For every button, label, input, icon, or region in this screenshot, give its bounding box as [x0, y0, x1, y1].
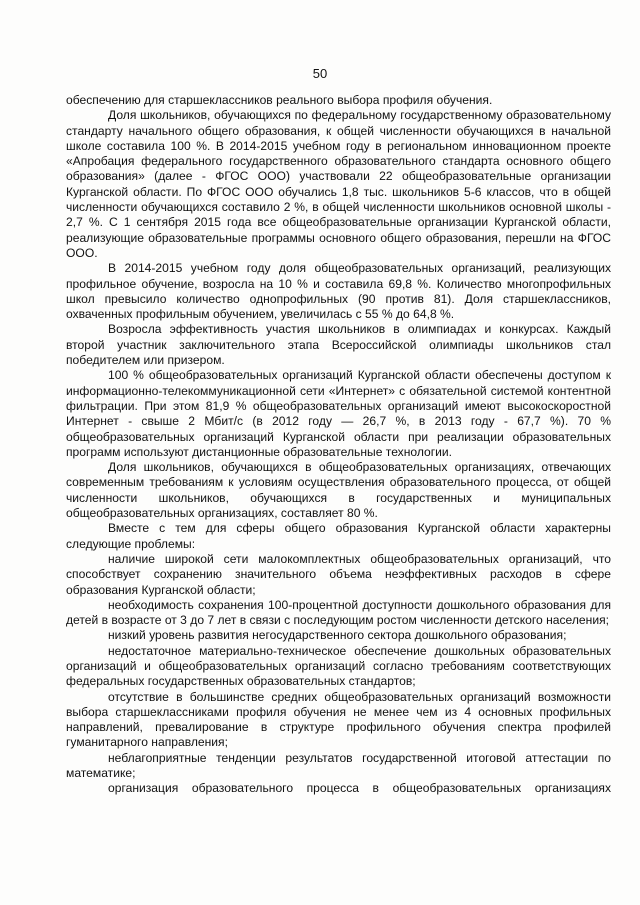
paragraph: В 2014-2015 учебном году доля общеобразовательных организаций, реализующих профильное обучение, возросла на 10 % и составила 69,8 %. Количество многопрофильных школ превысило количество однопрофильных (90 против 81). Доля старшеклассников, охваченных профильным обучением, увеличилась с 55 % до 64,8 %. — [66, 261, 611, 322]
paragraph: неблагоприятные тенденции результатов государственной итоговой аттестации по математике; — [66, 750, 611, 781]
paragraph: Возросла эффективность участия школьников в олимпиадах и конкурсах. Каждый второй участник заключительного этапа Всероссийской олимпиады школьников стал победителем или призером. — [66, 322, 611, 368]
paragraph: Доля школьников, обучающихся по федеральному государственному образовательному стандарту начального общего образования, к общей численности обучающихся в начальной школе составила 100 %. В 2014-2015 учебном году в региональном инновационном проекте «Апробация федерального государственного образовательного стандарта основного общего образования» (далее - ФГОС ООО) участвовали 22 общеобразовательные организации Курганской области. По ФГОС ООО обучались 1,8 тыс. школьников 5-6 классов, что в общей численности обучающихся составило 2 %, в общей численности школьников основной школы - 2,7 %. С 1 сентября 2015 года все общеобразовательные организации Курганской области, реализующие образовательные программы основного общего образования, перешли на ФГОС ООО. — [66, 108, 611, 260]
paragraph: 100 % общеобразовательных организаций Курганской области обеспечены доступом к информационно-телекоммуникационной сети «Интернет» с обязательной системой контентной фильтрации. При этом 81,9 % общеобразовательных организаций имеют высокоскоростной Интернет - свыше 2 Мбит/с (в 2012 году — 26,7 %, в 2013 году - 67,7 %). 70 % общеобразовательных организаций Курганской области при реализации образовательных программ используют дистанционные образовательные технологии. — [66, 368, 611, 459]
paragraph: низкий уровень развития негосударственного сектора дошкольного образования; — [108, 628, 567, 643]
paragraph: недостаточное материально-техническое обеспечение дошкольных образовательных организаций и общеобразовательных организаций согласно требованиям соответствующих федеральных государственных образовательных стандартов; — [66, 643, 611, 689]
paragraph: обеспечению для старшеклассников реального выбора профиля обучения. — [66, 93, 493, 107]
paragraph: организация образовательного процесса в общеобразовательных организациях — [108, 781, 611, 796]
paragraph: Вместе с тем для сферы общего образования Курганской области характерны следующие проблемы: — [66, 521, 611, 551]
paragraph: Доля школьников, обучающихся в общеобразовательных организациях, отвечающих современным требованиям к условиям осуществления образовательного процесса, от общей численности школьников, обучающихся в государственных и муниципальных общеобразовательных организациях, составляет 80 %. — [66, 460, 611, 521]
paragraph: необходимость сохранения 100-процентной доступности дошкольного образования для детей в возрасте от 3 до 7 лет в связи с последующим ростом численности детского населения; — [66, 597, 611, 628]
paragraph: наличие широкой сети малокомплектных общеобразовательных организаций, что способствует сохранению значительного объема неэффективных расходов в сфере образования Курганской области; — [66, 551, 611, 597]
paragraph: отсутствие в большинстве средних общеобразовательных организаций возможности выбора старшеклассниками профиля обучения не менее чем из 4 основных профильных направлений, превалирование в структуре профильного обучения спектра профилей гуманитарного направления; — [66, 689, 611, 750]
page-number: 50 — [312, 66, 328, 81]
body-text — [66, 93, 611, 797]
